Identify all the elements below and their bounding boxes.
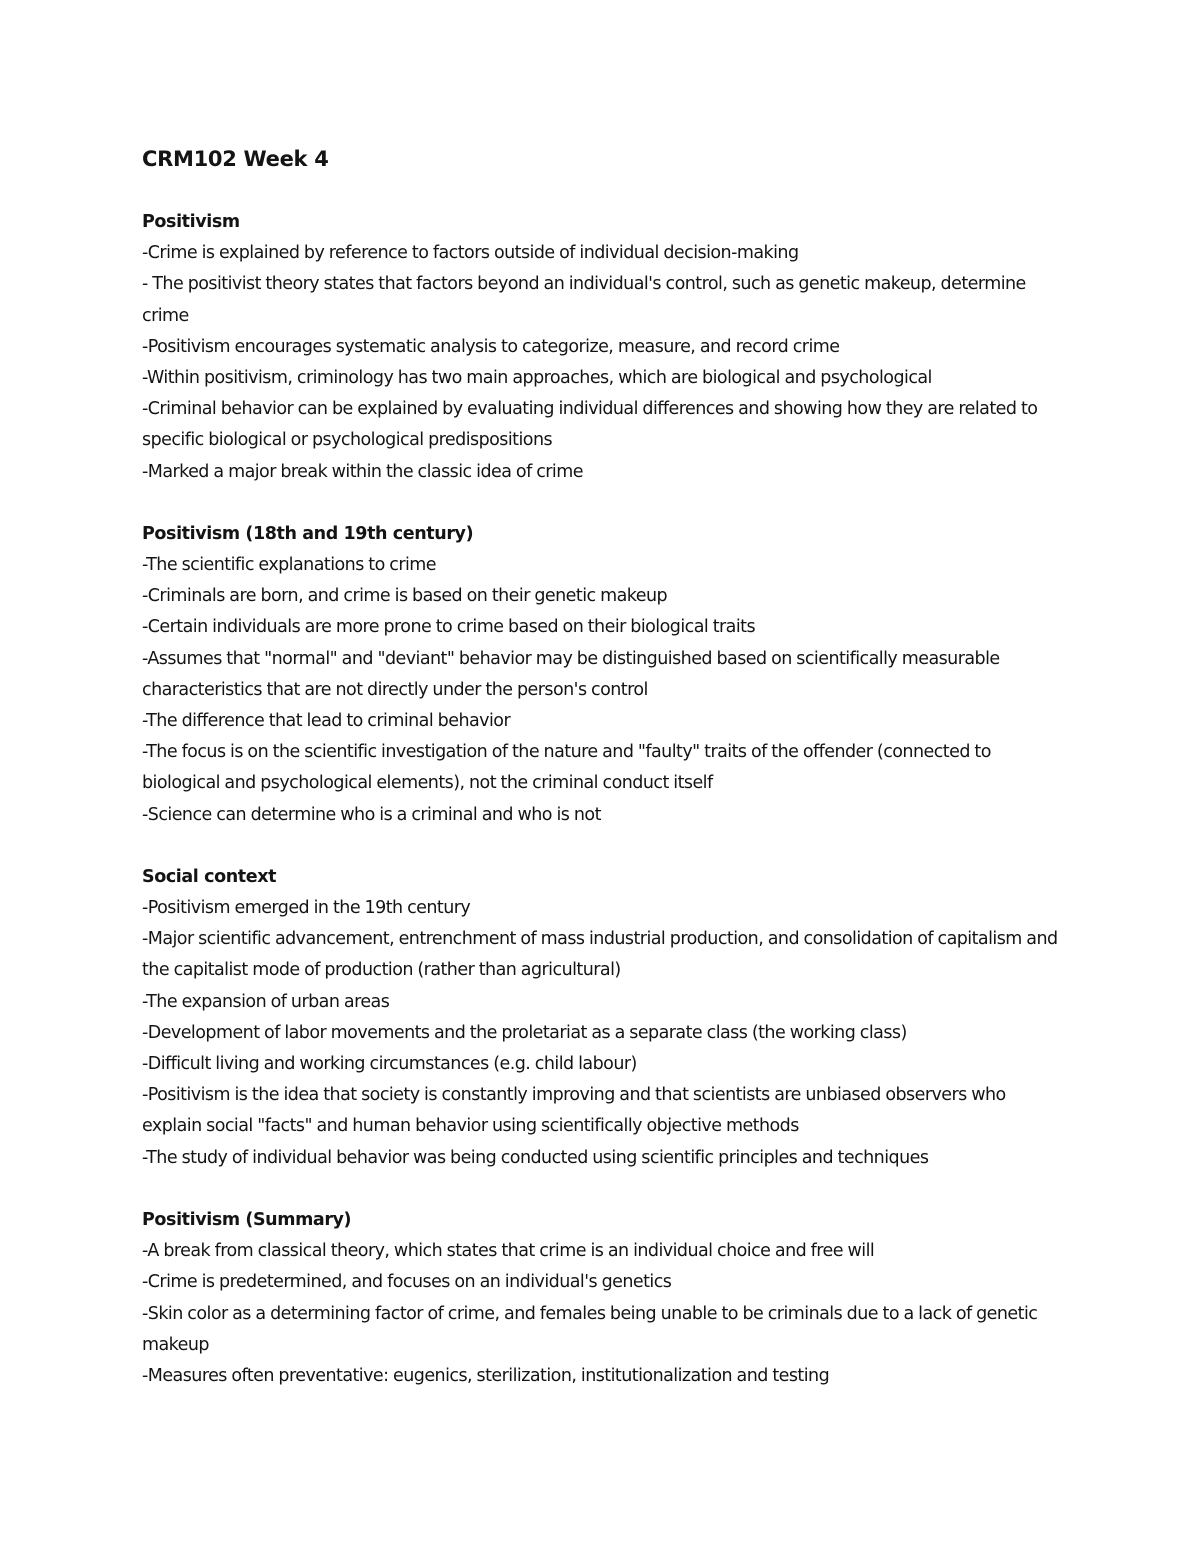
list-item: -The focus is on the scientific investigation of the nature and "faulty" traits of the offender (connected to biological and psychological elements), not the criminal conduct itself [142, 742, 991, 794]
list-item: -Assumes that "normal" and "deviant" behavior may be distinguished based on scientifically measurable characteristics that are not directly under the person's control [142, 648, 1000, 700]
section-positivism [142, 207, 1067, 488]
list-item: -Criminals are born, and crime is based on their genetic makeup [142, 586, 668, 607]
list-item: -Crime is explained by reference to factors outside of individual decision-making [142, 243, 799, 264]
section-heading: Social context [142, 866, 277, 887]
list-item: -Crime is predetermined, and focuses on an individual's genetics [142, 1272, 672, 1293]
list-item: -Difficult living and working circumstances (e.g. child labour) [142, 1054, 637, 1075]
list-item: -Development of labor movements and the proletariat as a separate class (the working class) [142, 1022, 907, 1043]
list-item: -Positivism emerged in the 19th century [142, 898, 471, 919]
section-social-context [142, 862, 1067, 1174]
section-positivism-18th-19th-century [142, 519, 1067, 831]
list-item: - The positivist theory states that factors beyond an individual's control, such as genetic makeup, determine crime [142, 274, 1026, 326]
section-heading: Positivism [142, 212, 240, 232]
list-item: -Positivism is the idea that society is constantly improving and that scientists are unbiased observers who explain social "facts" and human behavior using scientifically objective methods [142, 1085, 1006, 1137]
list-item: -The scientific explanations to crime [142, 555, 437, 576]
list-item: -The expansion of urban areas [142, 991, 390, 1012]
list-item: -Criminal behavior can be explained by evaluating individual differences and showing how they are related to specific biological or psychological predispositions [142, 399, 1038, 451]
document-page [142, 143, 1067, 1423]
list-item: -Positivism encourages systematic analysis to categorize, measure, and record crime [142, 336, 840, 357]
section-heading: Positivism (18th and 19th century) [142, 523, 474, 544]
list-item: -Marked a major break within the classic idea of crime [142, 461, 583, 482]
list-item: -The difference that lead to criminal behavior [142, 711, 511, 732]
section-positivism-summary [142, 1205, 1067, 1392]
list-item: -A break from classical theory, which states that crime is an individual choice and free will [142, 1241, 875, 1262]
section-heading: Positivism (Summary) [142, 1209, 352, 1230]
list-item: -Science can determine who is a criminal and who is not [142, 804, 601, 825]
list-item: -Measures often preventative: eugenics, sterilization, institutionalization and testing [142, 1365, 830, 1386]
list-item: -Within positivism, criminology has two main approaches, which are biological and psychological [142, 368, 932, 389]
document-title: CRM102 Week 4 [142, 147, 329, 171]
list-item: -Skin color as a determining factor of crime, and females being unable to be criminals due to a lack of genetic makeup [142, 1303, 1038, 1355]
list-item: -Certain individuals are more prone to crime based on their biological traits [142, 617, 756, 638]
list-item: -Major scientific advancement, entrenchment of mass industrial production, and consolidation of capitalism and the capitalist mode of production (rather than agricultural) [142, 929, 1058, 981]
list-item: -The study of individual behavior was being conducted using scientific principles and techniques [142, 1147, 929, 1168]
